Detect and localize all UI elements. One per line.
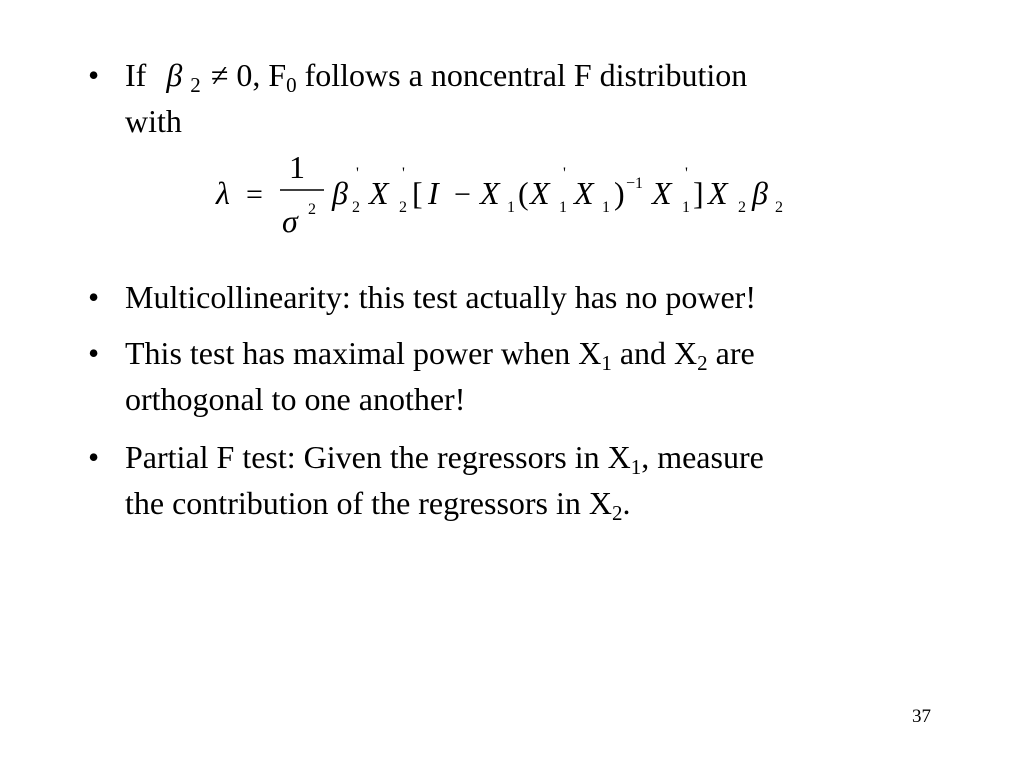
x1-transpose: X bbox=[652, 175, 672, 211]
x2-transpose: X bbox=[369, 175, 389, 211]
text-part: and X bbox=[611, 335, 698, 371]
text-part: This test has maximal power when X bbox=[125, 335, 602, 371]
page-number: 37 bbox=[912, 706, 931, 727]
rest-line-2: with bbox=[125, 103, 182, 139]
bullet-text bbox=[125, 52, 945, 144]
right-bracket: ] bbox=[693, 175, 704, 211]
prime-mark: ' bbox=[356, 165, 359, 182]
left-paren: ( bbox=[518, 175, 529, 211]
sigma-symbol: σ bbox=[282, 203, 298, 239]
f-subscript: 0 bbox=[286, 73, 297, 97]
beta-2: β bbox=[752, 175, 768, 211]
text-part: Partial F test: Given the regressors in X bbox=[125, 439, 631, 475]
subscript: 1 bbox=[630, 455, 642, 479]
text-part: , measure bbox=[641, 439, 764, 475]
x-sub: 1 bbox=[559, 199, 567, 216]
left-bracket: [ bbox=[412, 175, 423, 211]
bullet-glyph: • bbox=[88, 335, 100, 371]
neq-zero-f: ≠ 0, F bbox=[210, 57, 287, 93]
sigma-exponent: 2 bbox=[308, 201, 316, 218]
x2: X bbox=[708, 175, 728, 211]
prime-mark: ' bbox=[685, 165, 688, 182]
bullet-glyph: • bbox=[88, 279, 100, 315]
text-part: are bbox=[707, 335, 755, 371]
if-word: If bbox=[125, 57, 147, 93]
x1-transpose: X bbox=[530, 175, 550, 211]
x-sub: 1 bbox=[682, 199, 690, 216]
prime-mark: ' bbox=[563, 165, 566, 182]
bullet-glyph: • bbox=[88, 439, 100, 475]
text-line-2: orthogonal to one another! bbox=[125, 381, 466, 417]
bullet-text: Multicollinearity: this test actually has no power! bbox=[125, 279, 756, 315]
subscript: 2 bbox=[697, 351, 708, 375]
identity-matrix: I bbox=[428, 175, 439, 211]
beta-sub: 2 bbox=[352, 199, 360, 216]
fraction-numerator: 1 bbox=[289, 149, 305, 185]
minus-sign: − bbox=[454, 178, 471, 211]
beta-2-transpose: β bbox=[332, 175, 348, 211]
bullet-text bbox=[125, 330, 945, 422]
text-part: . bbox=[622, 485, 631, 521]
rest-line-1: follows a noncentral F distribution bbox=[296, 57, 748, 93]
x1: X bbox=[480, 175, 500, 211]
bullet-glyph: • bbox=[88, 57, 100, 93]
equals-sign: = bbox=[246, 178, 263, 211]
inverse-exponent: −1 bbox=[626, 175, 644, 192]
x1: X bbox=[574, 175, 594, 211]
noncentrality-formula bbox=[212, 148, 812, 240]
subscript: 2 bbox=[612, 501, 623, 525]
subscript: 1 bbox=[601, 351, 612, 375]
beta-subscript: 2 bbox=[190, 73, 201, 97]
x-sub: 1 bbox=[602, 199, 610, 216]
right-paren: ) bbox=[614, 175, 625, 211]
lambda-symbol: λ bbox=[216, 175, 230, 211]
x-sub: 1 bbox=[507, 199, 515, 216]
text-part: the contribution of the regressors in X bbox=[125, 485, 612, 521]
beta-symbol: β bbox=[166, 57, 183, 93]
beta-sub: 2 bbox=[775, 199, 783, 216]
x-sub: 2 bbox=[399, 199, 407, 216]
bullet-text bbox=[125, 434, 945, 526]
prime-mark: ' bbox=[402, 165, 405, 182]
x-sub: 2 bbox=[738, 199, 746, 216]
